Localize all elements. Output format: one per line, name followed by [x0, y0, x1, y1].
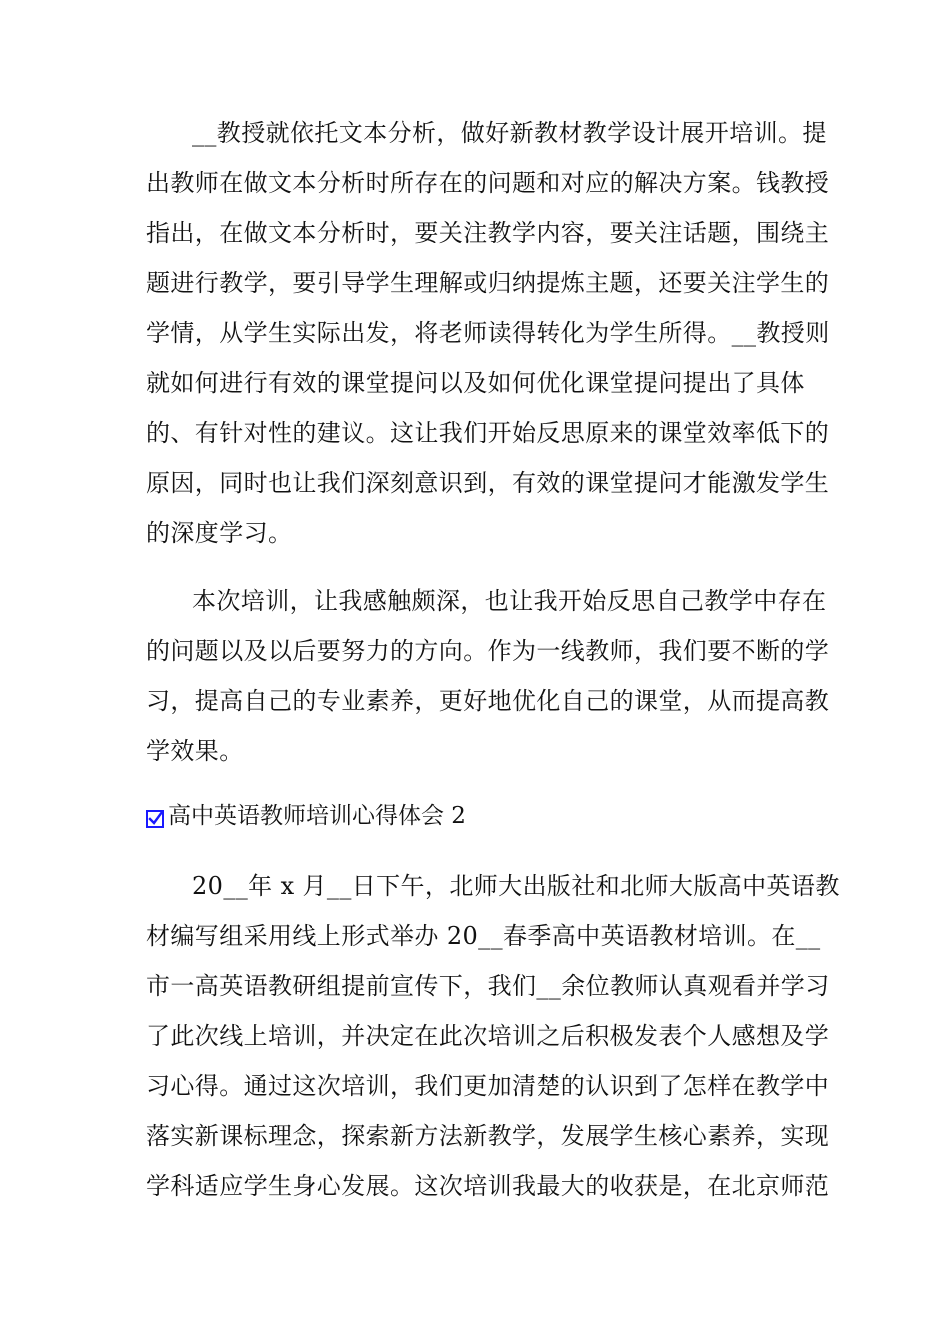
text-line: 20__年 x 月__日下午，北师大出版社和北师大版高中英语教 [192, 872, 840, 900]
text-line: 学效果。 [146, 737, 244, 765]
text-line: 习心得。通过这次培训，我们更加清楚的认识到了怎样在教学中 [146, 1072, 830, 1100]
checkbox-checked-icon [146, 810, 164, 828]
text-line: 出教师在做文本分析时所存在的问题和对应的解决方案。钱教授 [146, 169, 830, 197]
text-line: 了此次线上培训，并决定在此次培训之后积极发表个人感想及学 [146, 1022, 830, 1050]
text-line: __教授就依托文本分析，做好新教材教学设计展开培训。提 [192, 119, 827, 147]
section-heading-text: 高中英语教师培训心得体会 2 [168, 803, 466, 829]
text-line: 材编写组采用线上形式举办 20__春季高中英语教材培训。在__ [146, 922, 821, 950]
text-line: 的问题以及以后要努力的方向。作为一线教师，我们要不断的学 [146, 637, 830, 665]
text-line: 落实新课标理念，探索新方法新教学，发展学生核心素养，实现 [146, 1122, 830, 1150]
text-line: 学科适应学生身心发展。这次培训我最大的收获是，在北京师范 [146, 1172, 830, 1200]
text-line: 学情，从学生实际出发，将老师读得转化为学生所得。__教授则 [146, 319, 830, 347]
section-heading [146, 801, 466, 831]
text-line: 市一高英语教研组提前宣传下，我们__余位教师认真观看并学习 [146, 972, 830, 1000]
text-line: 的深度学习。 [146, 519, 293, 547]
text-line: 习，提高自己的专业素养，更好地优化自己的课堂，从而提高教 [146, 687, 830, 715]
text-line: 的、有针对性的建议。这让我们开始反思原来的课堂效率低下的 [146, 419, 830, 447]
text-line: 原因，同时也让我们深刻意识到，有效的课堂提问才能激发学生 [146, 469, 830, 497]
text-line: 题进行教学，要引导学生理解或归纳提炼主题，还要关注学生的 [146, 269, 830, 297]
text-line: 指出，在做文本分析时，要关注教学内容，要关注话题，围绕主 [146, 219, 830, 247]
text-line: 本次培训，让我感触颇深，也让我开始反思自己教学中存在 [192, 587, 827, 615]
text-line: 就如何进行有效的课堂提问以及如何优化课堂提问提出了具体 [146, 369, 805, 397]
